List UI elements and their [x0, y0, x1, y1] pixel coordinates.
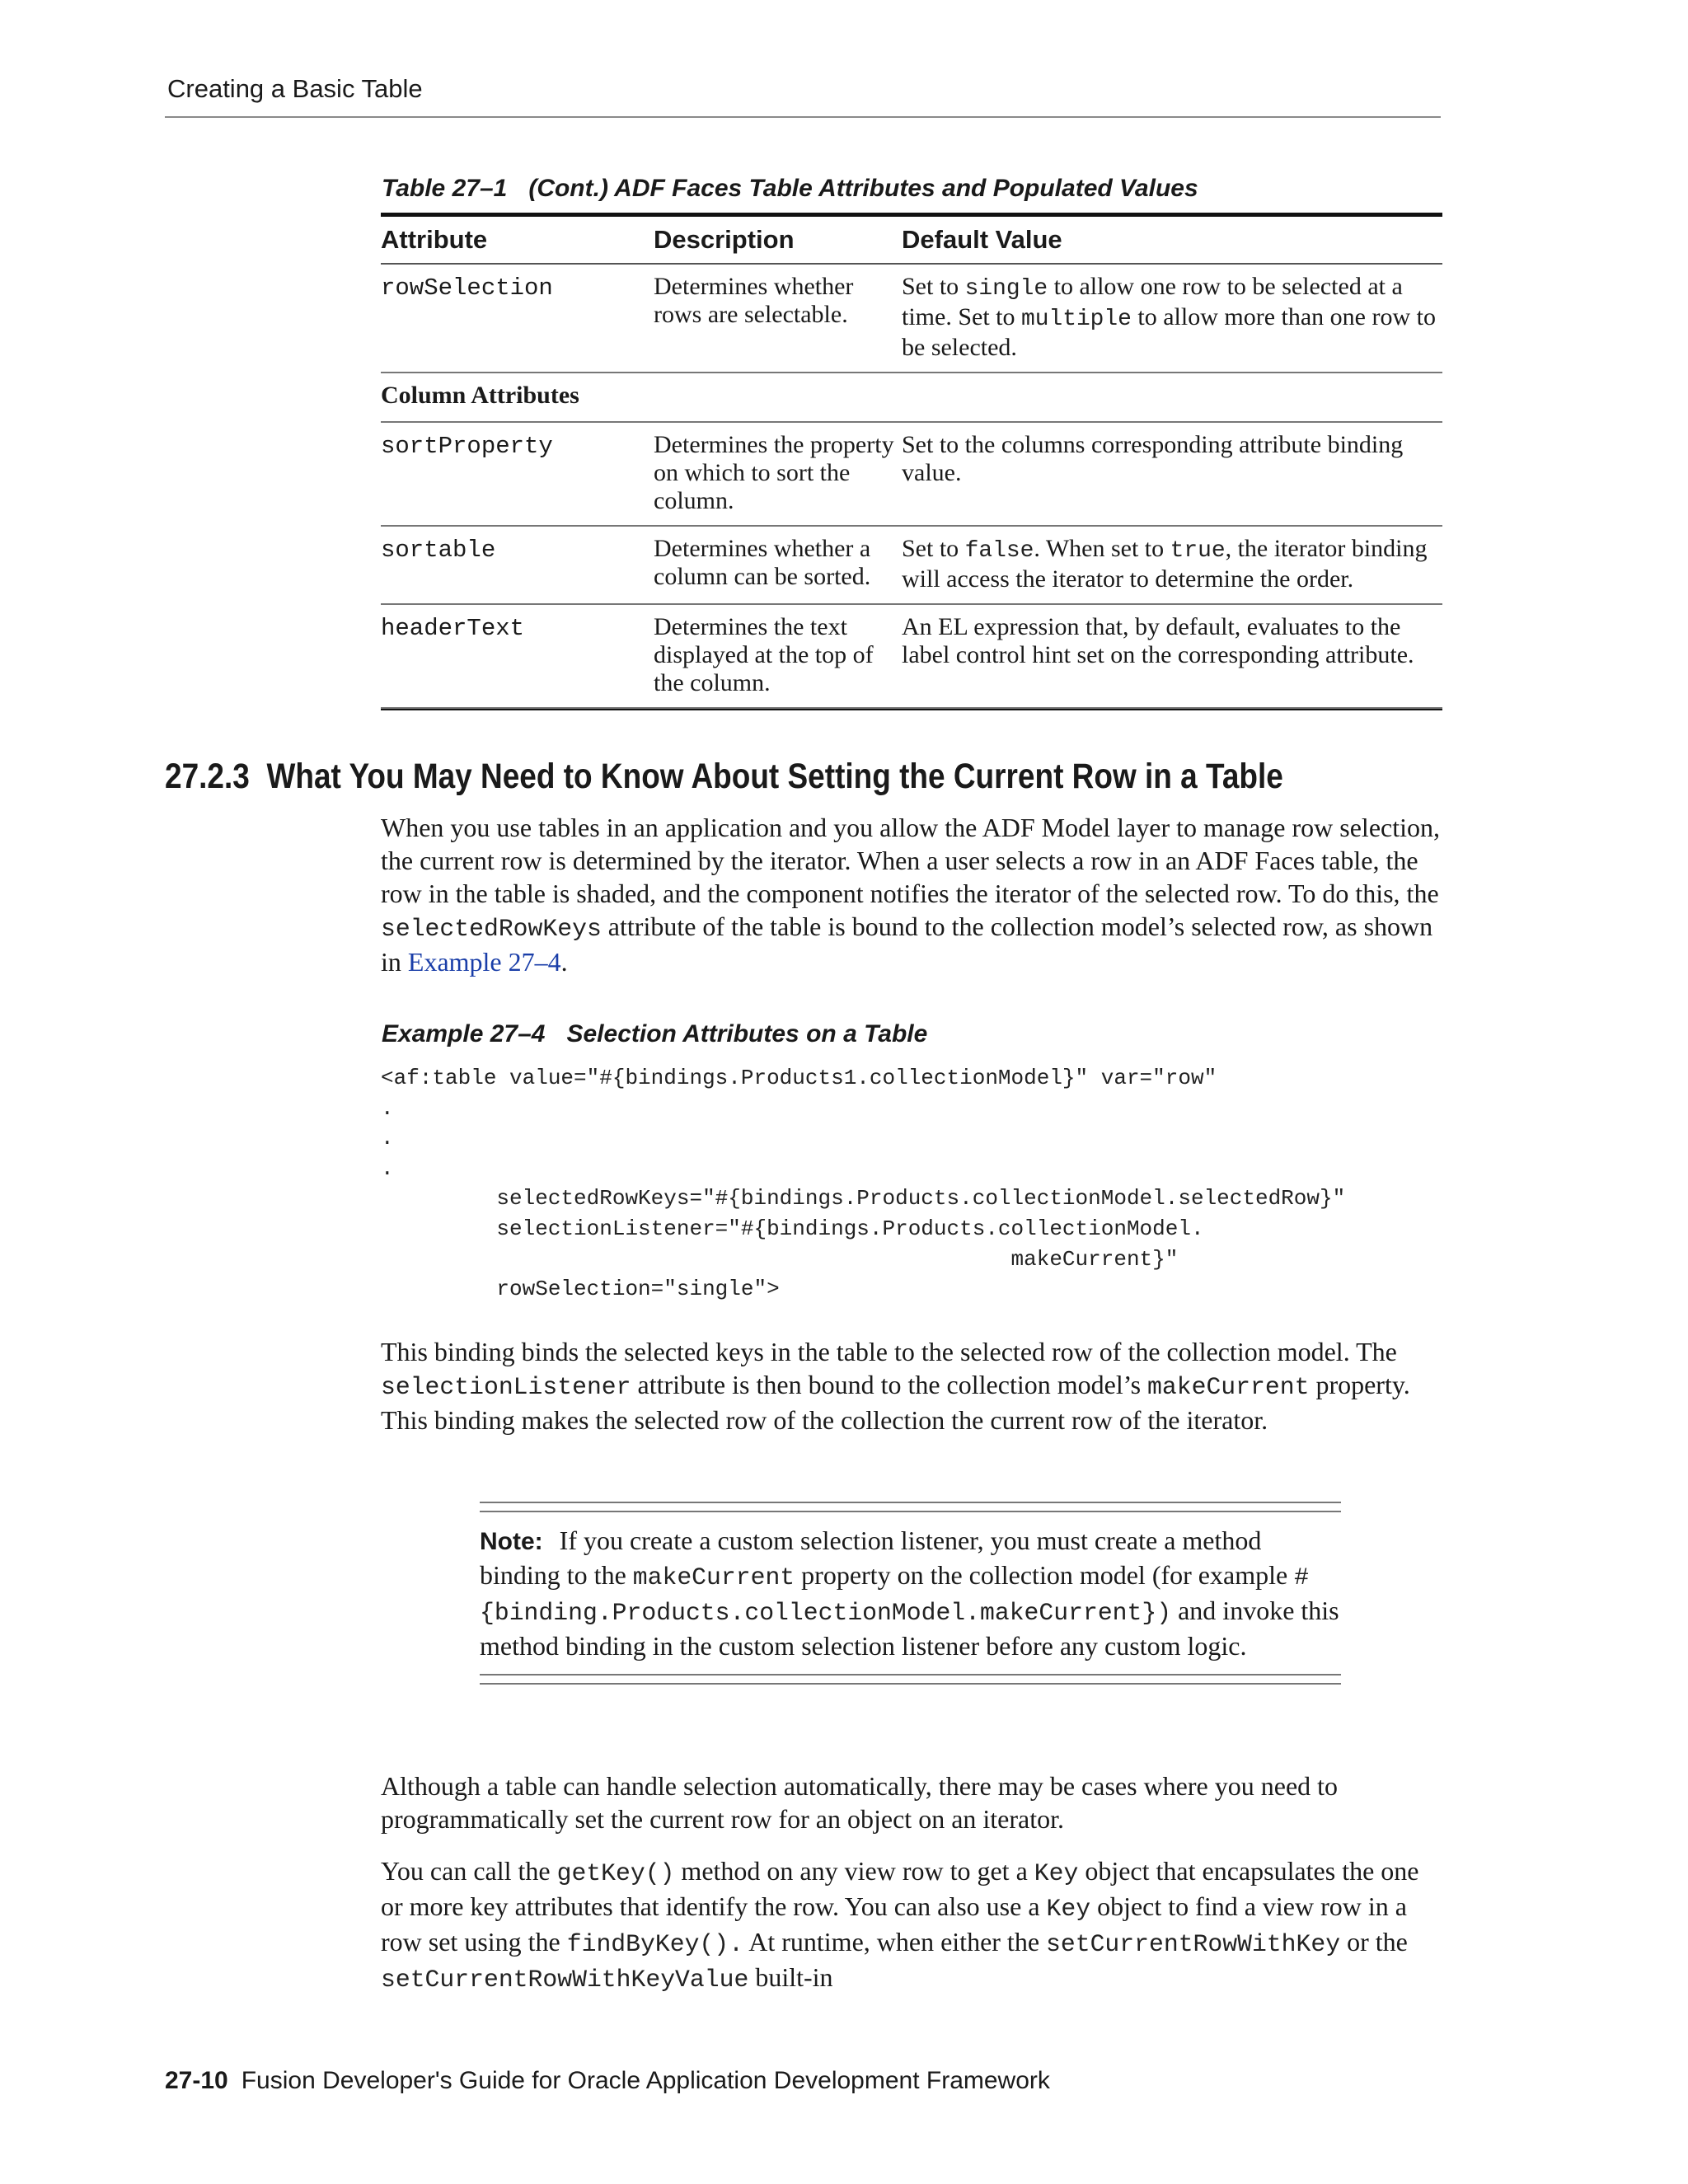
body-paragraph-4: You can call the getKey() method on any view row to get a Key object that encapsulates the one or more key attributes that identify the row. You can also use a Key object to find a view row in a row set using the findByKey(). At runtime, when either the setCurrentRowWithKey or the setCurrentRowWithKeyValue built-in [381, 1856, 1419, 1994]
table-group-column-attributes: Column Attributes [381, 373, 1442, 423]
section-title: What You May Need to Know About Setting the Current Row in a Table [266, 757, 1283, 796]
header-attribute: Attribute [381, 225, 488, 254]
table-caption-title: (Cont.) ADF Faces Table Attributes and Populated Values [528, 175, 1198, 202]
description-cell: Determines the text displayed at the top of the column. [654, 613, 874, 696]
description-cell: Determines the property on which to sort the column. [654, 431, 894, 514]
note-bottom-rule [480, 1674, 1341, 1685]
default-value-cell: Set to single to allow one row to be selected at a time. Set to multiple to allow more than one row to be selected. [902, 273, 1436, 361]
description-cell: Determines whether rows are selectable. [654, 273, 854, 328]
table-caption [382, 175, 1198, 203]
attribute-cell: headerText [381, 615, 525, 642]
section-heading [165, 757, 1283, 797]
attribute-cell: sortable [381, 537, 496, 564]
example-caption [382, 1020, 927, 1048]
note-text: Note: If you create a custom selection listener, you must create a method binding to the makeCurrent property on the collection model (for example #{binding.Products.collectionModel.makeCurrent}) and invoke this method binding in the custom selection listener before any custom logic. [480, 1526, 1339, 1661]
example-caption-title: Selection Attributes on a Table [566, 1020, 928, 1047]
default-value-cell: Set to the columns corresponding attribute binding value. [902, 431, 1404, 486]
table-bottom-rule [381, 709, 1442, 710]
attributes-table [381, 213, 1442, 710]
default-value-cell: Set to false. When set to true, the iterator binding will access the iterator to determine the order. [902, 535, 1428, 593]
code-example: <af:table value="#{bindings.Products1.collectionModel}" var="row" . . . selectedRowKeys="#{bindings.Products.collectionModel.selectedRow}" selectionListener="#{bindings.Products.collectionModel. makeCurrent}" rowSelection="single"> [381, 1066, 1346, 1302]
page-footer [165, 2067, 1050, 2095]
note-label: Note: [480, 1528, 543, 1555]
default-value-cell: An EL expression that, by default, evaluates to the label control hint set on the corresponding attribute. [902, 613, 1414, 668]
header-default-value: Default Value [902, 225, 1062, 254]
section-number: 27.2.3 [165, 757, 250, 796]
header-rule [165, 116, 1441, 118]
table-row-rowselection [381, 265, 1442, 373]
page-number: 27-10 [165, 2067, 228, 2094]
body-paragraph-1: When you use tables in an application and you allow the ADF Model layer to manage row selection, the current row is determined by the iterator. When a user selects a row in an ADF Faces table, the row in the table is shaded, and the component notifies the iterator of the selected row. To do this, the selectedRowKeys attribute of the table is bound to the collection model’s selected row, as shown in Example 27–4. [381, 813, 1440, 977]
table-row-headertext [381, 605, 1442, 709]
note-box [480, 1502, 1341, 1685]
header-description: Description [654, 225, 795, 254]
table-caption-number: Table 27–1 [382, 175, 508, 202]
example-caption-number: Example 27–4 [382, 1020, 546, 1047]
body-paragraph-3: Although a table can handle selection automatically, there may be cases where you need to programmatically set the current row for an object on an iterator. [381, 1771, 1339, 1834]
running-header: Creating a Basic Table [167, 74, 423, 103]
attribute-cell: sortProperty [381, 433, 553, 460]
example-27-4-link[interactable]: Example 27–4 [407, 947, 561, 977]
table-header-row [381, 217, 1442, 265]
table-row-sortproperty [381, 423, 1442, 527]
attribute-cell: rowSelection [381, 274, 553, 302]
body-paragraph-2: This binding binds the selected keys in the table to the selected row of the collection model. The selectionListener attribute is then bound to the collection model’s makeCurrent property. This binding makes the selected row of the collection the current row of the iterator. [381, 1337, 1410, 1435]
table-row-sortable [381, 527, 1442, 605]
book-title: Fusion Developer's Guide for Oracle Application Development Framework [241, 2067, 1050, 2094]
note-top-rule [480, 1502, 1341, 1512]
description-cell: Determines whether a column can be sorted. [654, 535, 871, 590]
